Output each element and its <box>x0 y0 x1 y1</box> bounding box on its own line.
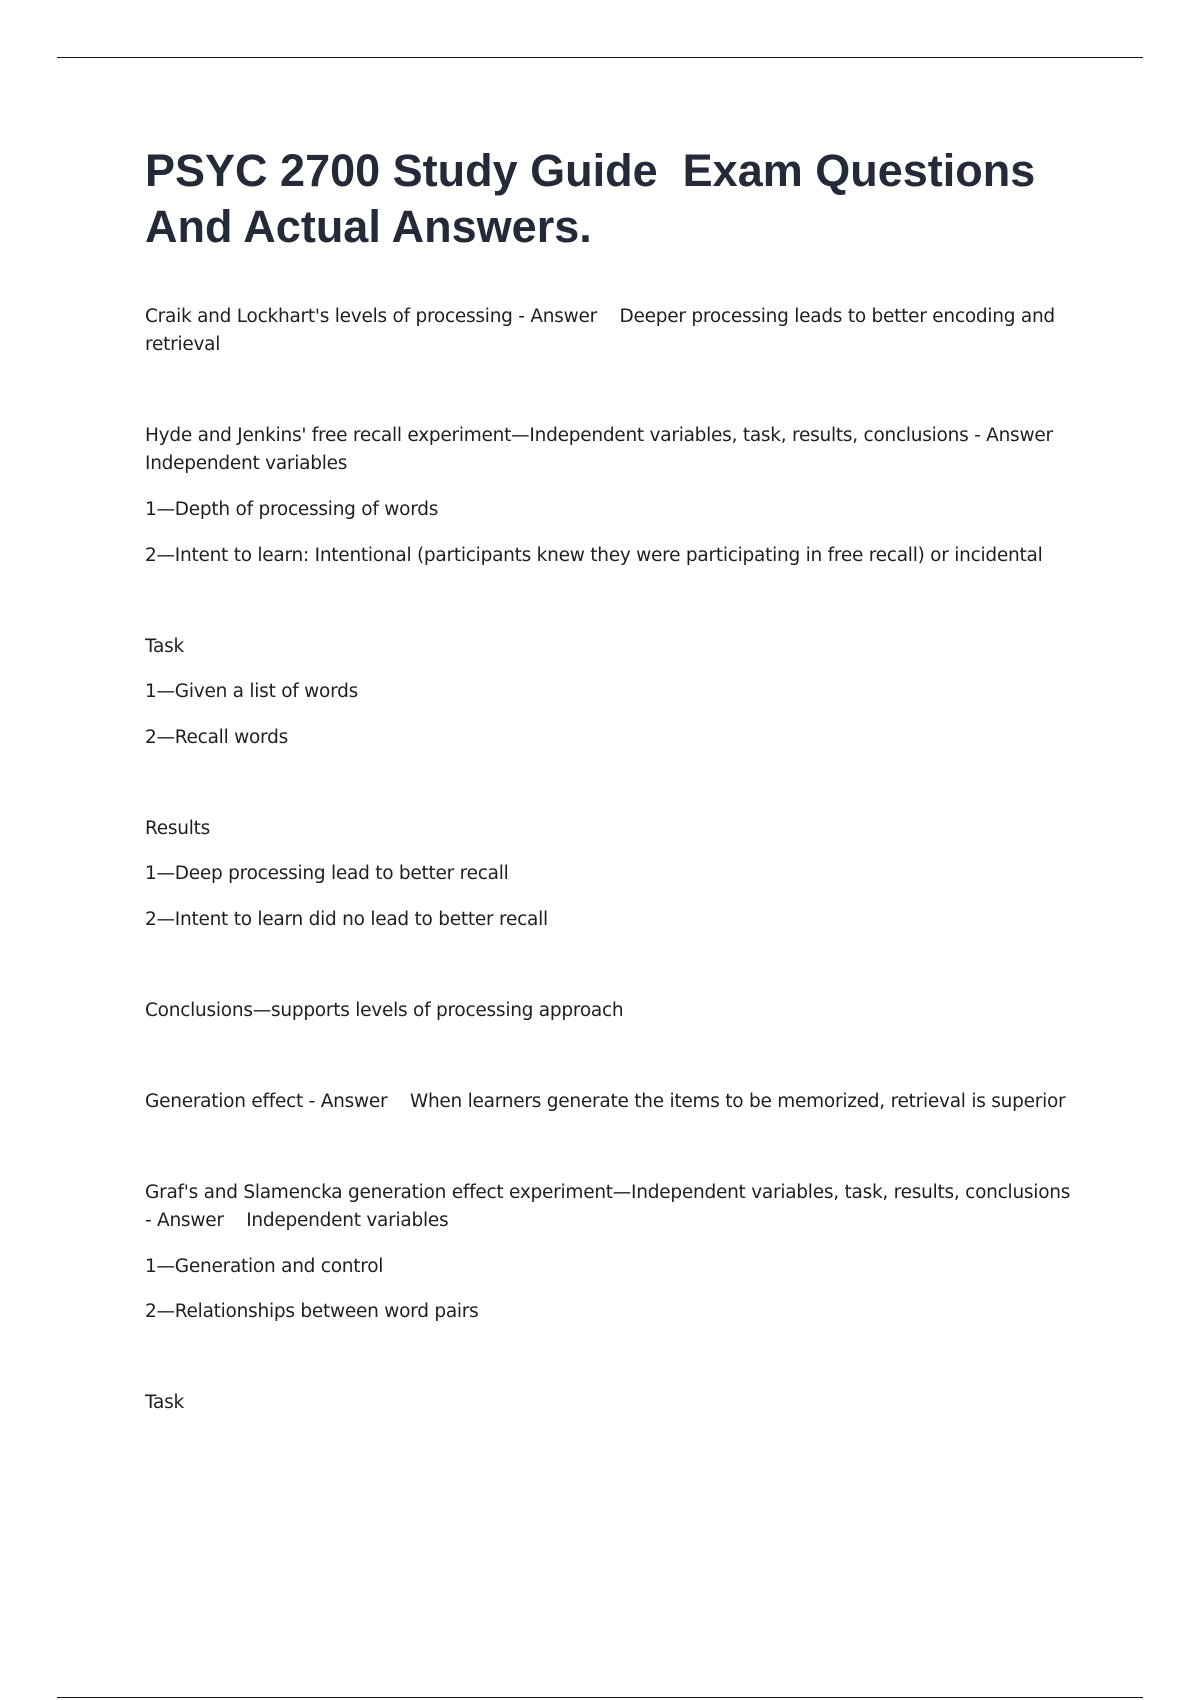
qa-hyde-jenkins: Hyde and Jenkins' free recall experiment—Independent variables, task, results, conclusions - Answer Independent variables <box>145 425 1059 474</box>
list-item: 2—Intent to learn: Intentional (participants knew they were participating in free recall) or incidental <box>145 545 1043 566</box>
page-title: PSYC 2700 Study Guide Exam Questions And Actual Answers. <box>145 145 1047 252</box>
list-item: 2—Intent to learn did no lead to better recall <box>145 909 548 930</box>
qa-graf-slamencka: Graf's and Slamencka generation effect experiment—Independent variables, task, results, conclusions - Answer Independent variables <box>145 1182 1076 1231</box>
list-item: 1—Given a list of words <box>145 681 359 702</box>
section-label-task: Task <box>145 636 184 657</box>
section-label-task: Task <box>145 1392 184 1413</box>
list-item: 1—Depth of processing of words <box>145 499 439 520</box>
list-item: 1—Generation and control <box>145 1256 384 1277</box>
qa-generation-effect: Generation effect - Answer When learners generate the items to be memorized, retrieval is superior <box>145 1091 1066 1112</box>
list-item: 2—Recall words <box>145 727 288 748</box>
qa-craik-lockhart: Craik and Lockhart's levels of processing - Answer Deeper processing leads to better encoding and retrieval <box>145 306 1061 355</box>
section-label-conclusions: Conclusions—supports levels of processing approach <box>145 1000 624 1021</box>
section-label-results: Results <box>145 818 211 839</box>
footer-rule <box>57 1697 1143 1698</box>
list-item: 2—Relationships between word pairs <box>145 1301 479 1322</box>
list-item: 1—Deep processing lead to better recall <box>145 863 509 884</box>
header-rule <box>57 57 1143 58</box>
